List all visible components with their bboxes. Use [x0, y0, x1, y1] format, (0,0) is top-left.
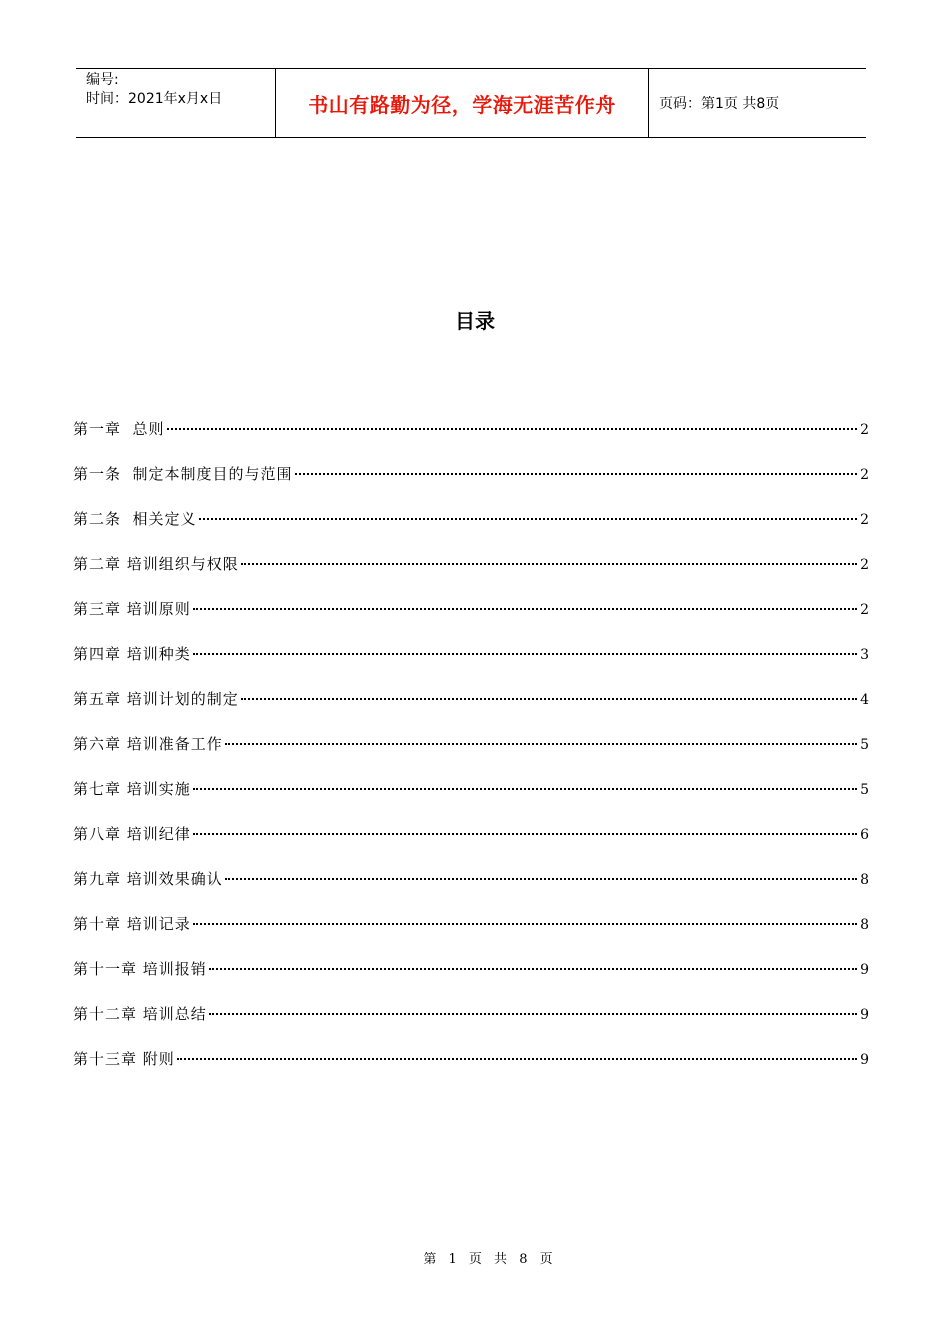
toc-entry-label: 第十一章 培训报销 [73, 960, 207, 978]
toc-entry[interactable] [73, 823, 869, 868]
toc-entry-page: 6 [860, 827, 869, 843]
toc-entry-label: 第十三章 附则 [73, 1050, 175, 1068]
toc-entry-label: 第七章 培训实施 [73, 780, 191, 798]
toc-entry[interactable] [73, 958, 869, 1003]
toc-entry[interactable] [73, 913, 869, 958]
toc-entry-page: 8 [860, 872, 869, 888]
toc-leader-dots [209, 968, 857, 970]
toc-entry-page: 2 [860, 512, 869, 528]
toc-entry-label: 第二条 相关定义 [73, 510, 197, 528]
toc-entry-label: 第五章 培训计划的制定 [73, 690, 239, 708]
time-label: 时间：2021年x月x日 [86, 91, 223, 107]
header-meta [76, 69, 276, 137]
toc-entry-page: 2 [860, 602, 869, 618]
header-page-info: 页码：第1页 共8页 [659, 96, 780, 112]
toc-entry-label: 第二章 培训组织与权限 [73, 555, 239, 573]
toc-leader-dots [199, 518, 857, 520]
toc-entry-page: 4 [860, 692, 869, 708]
toc-entry[interactable] [73, 1003, 869, 1048]
toc-entry-page: 2 [860, 467, 869, 483]
toc-entry[interactable] [73, 553, 869, 598]
toc-entry-page: 5 [860, 782, 869, 798]
toc-entry-label: 第一条 制定本制度目的与范围 [73, 465, 293, 483]
toc-entry-label: 第六章 培训准备工作 [73, 735, 223, 753]
toc-entry-label: 第四章 培训种类 [73, 645, 191, 663]
toc-leader-dots [225, 878, 857, 880]
toc-entry[interactable] [73, 598, 869, 643]
toc-leader-dots [177, 1058, 857, 1060]
toc-entry[interactable] [73, 418, 869, 463]
toc-leader-dots [193, 608, 857, 610]
toc-leader-dots [295, 473, 857, 475]
page-header [76, 68, 866, 138]
toc-entry[interactable] [73, 463, 869, 508]
toc-entry[interactable] [73, 508, 869, 553]
toc-entry-label: 第十章 培训记录 [73, 915, 191, 933]
toc-entry-label: 第八章 培训纪律 [73, 825, 191, 843]
header-motto: 书山有路勤为径，学海无涯苦作舟 [276, 69, 649, 137]
page-footer: 第 1 页 共 8 页 [423, 1252, 557, 1267]
toc-leader-dots [193, 833, 857, 835]
toc-entry[interactable] [73, 1048, 869, 1093]
toc-entry[interactable] [73, 733, 869, 778]
toc-entry-page: 5 [860, 737, 869, 753]
toc-leader-dots [193, 788, 857, 790]
toc-leader-dots [241, 698, 857, 700]
toc-leader-dots [225, 743, 857, 745]
toc-entry-page: 8 [860, 917, 869, 933]
toc-title: 目录 [455, 309, 495, 333]
toc-entry[interactable] [73, 688, 869, 733]
number-label: 编号: [86, 72, 119, 88]
toc-entry-label: 第九章 培训效果确认 [73, 870, 223, 888]
toc-leader-dots [193, 653, 857, 655]
toc-entry-label: 第一章 总则 [73, 420, 165, 438]
toc-leader-dots [241, 563, 857, 565]
toc-leader-dots [209, 1013, 857, 1015]
toc-entry-page: 3 [860, 647, 869, 663]
toc-entry[interactable] [73, 778, 869, 823]
toc-entry-label: 第十二章 培训总结 [73, 1005, 207, 1023]
toc-leader-dots [167, 428, 857, 430]
toc-entry-label: 第三章 培训原则 [73, 600, 191, 618]
toc-entry[interactable] [73, 868, 869, 913]
toc-entry-page: 9 [860, 1052, 869, 1068]
toc-entry-page: 9 [860, 962, 869, 978]
toc-entry[interactable] [73, 643, 869, 688]
table-of-contents [73, 418, 869, 1093]
toc-leader-dots [193, 923, 857, 925]
toc-entry-page: 2 [860, 557, 869, 573]
toc-entry-page: 9 [860, 1007, 869, 1023]
toc-entry-page: 2 [860, 422, 869, 438]
